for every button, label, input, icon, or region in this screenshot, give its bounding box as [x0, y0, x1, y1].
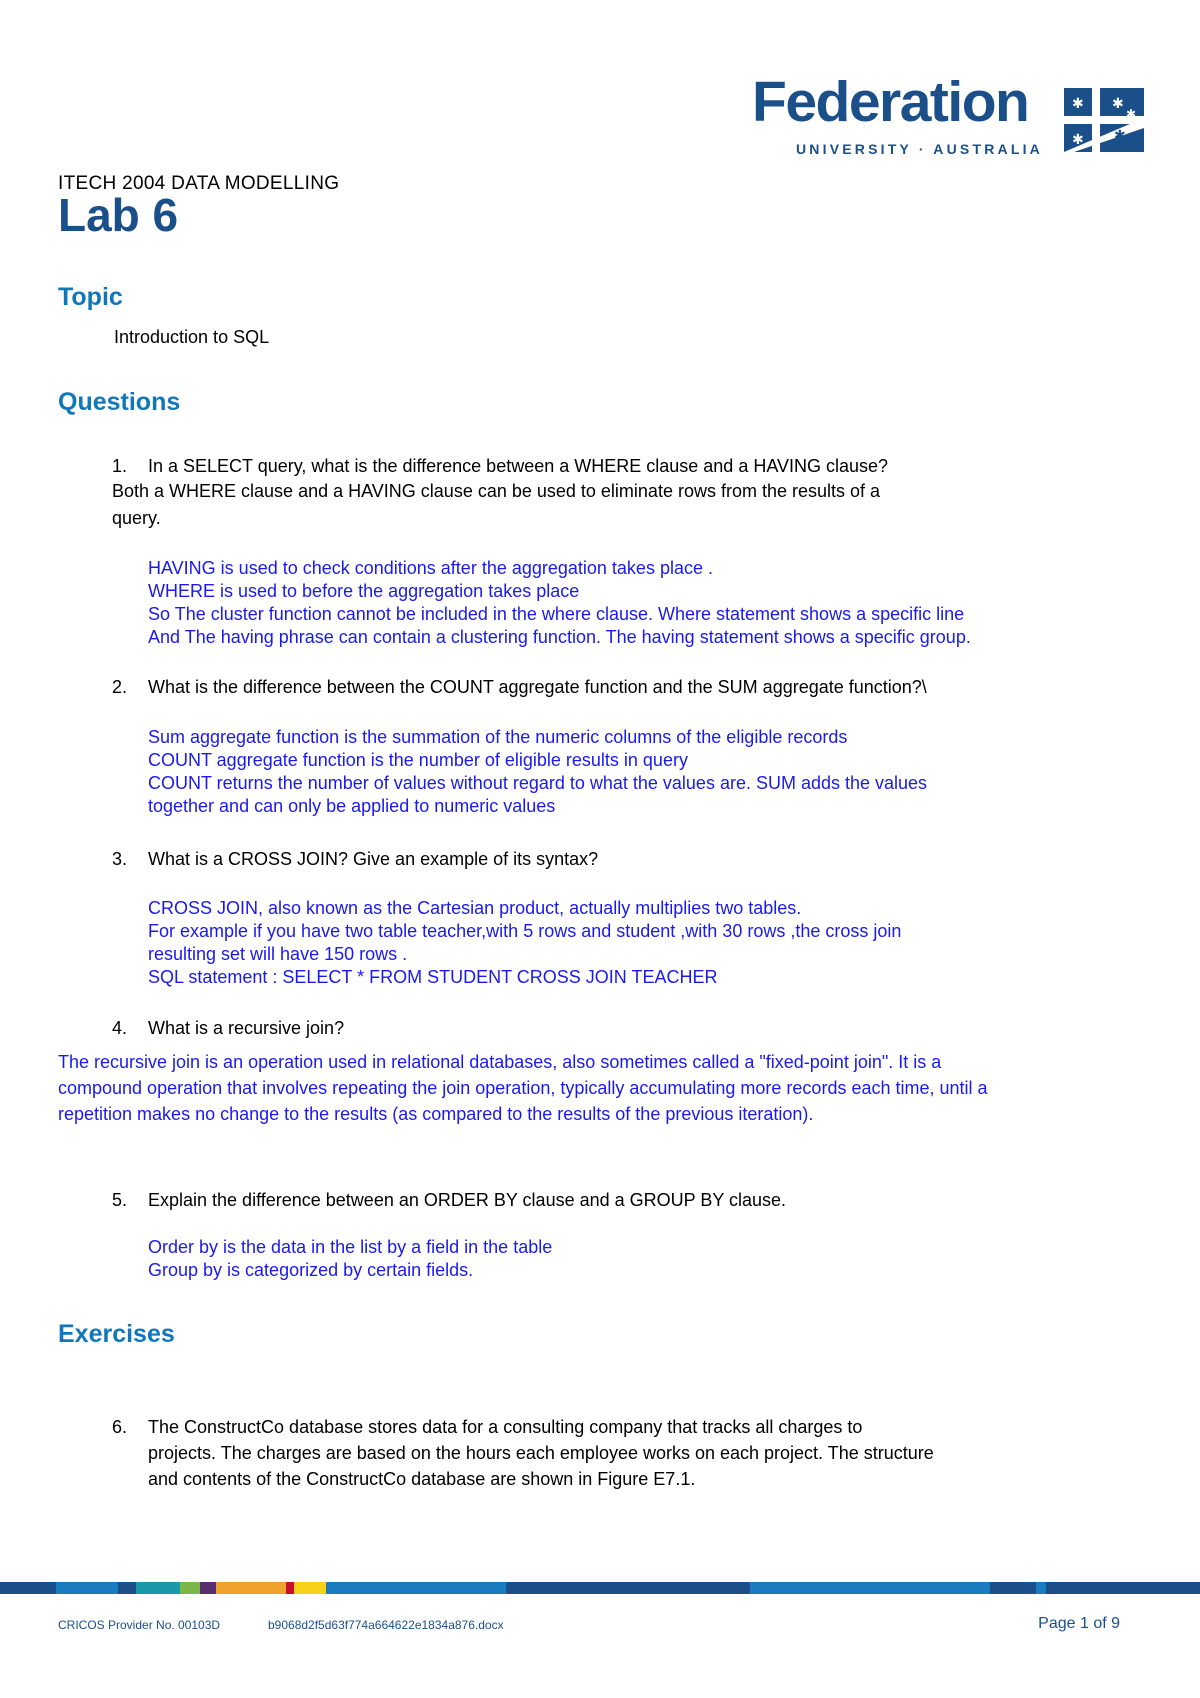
exercise-line: projects. The charges are based on the hours each employee works on each project. The structure — [148, 1443, 934, 1463]
answer-line: HAVING is used to check conditions after the aggregation takes place . — [148, 558, 713, 578]
answer-line: resulting set will have 150 rows . — [148, 944, 408, 964]
answer-line: SQL statement : SELECT * FROM STUDENT CROSS JOIN TEACHER — [148, 967, 718, 987]
question-number: 6. — [112, 1417, 128, 1437]
answer-4 — [58, 1049, 988, 1127]
answer-line: Group by is categorized by certain fields. — [148, 1260, 474, 1280]
answer-5 — [148, 1236, 552, 1282]
flag-icon — [1064, 88, 1144, 152]
answer-2 — [148, 726, 927, 818]
exercise-line: and contents of the ConstructCo database are shown in Figure E7.1. — [148, 1469, 696, 1489]
exercise-6 — [112, 1414, 148, 1440]
topic-text: Introduction to SQL — [114, 327, 270, 347]
exercise-line: The ConstructCo database stores data for a consulting company that tracks all charges to — [148, 1417, 863, 1437]
logo-subtitle: UNIVERSITY · AUSTRALIA — [796, 141, 1043, 157]
exercises-heading: Exercises — [58, 1320, 175, 1348]
svg-text:✱: ✱ — [1112, 96, 1124, 112]
answer-3 — [148, 897, 901, 989]
question-1-body — [112, 478, 880, 532]
answer-line: COUNT aggregate function is the number of eligible results in query — [148, 750, 688, 770]
answer-line: together and can only be applied to numeric values — [148, 796, 556, 816]
svg-text:✱: ✱ — [1072, 96, 1084, 112]
question-2 — [112, 674, 927, 700]
question-1 — [112, 453, 888, 479]
answer-line: Order by is the data in the list by a field in the table — [148, 1237, 553, 1257]
svg-text:✱: ✱ — [1114, 128, 1126, 144]
question-text: Explain the difference between an ORDER BY clause and a GROUP BY clause. — [148, 1190, 787, 1210]
exercise-6-body — [148, 1414, 934, 1492]
lab-title: Lab 6 — [58, 189, 179, 241]
question-text: What is a recursive join? — [148, 1018, 345, 1038]
question-3 — [112, 846, 598, 872]
question-number: 5. — [112, 1190, 128, 1210]
answer-line: Sum aggregate function is the summation of the numeric columns of the eligible records — [148, 727, 848, 747]
answer-line: COUNT returns the number of values without regard to what the values are. SUM adds the values — [148, 773, 928, 793]
question-5 — [112, 1187, 786, 1213]
question-number: 3. — [112, 849, 128, 869]
page-number: Page 1 of 9 — [1038, 1615, 1120, 1632]
question-text: What is the difference between the COUNT aggregate function and the SUM aggregate function?\ — [148, 677, 927, 697]
body-line: query. — [112, 508, 161, 528]
topic-heading: Topic — [58, 283, 123, 311]
footer-color-bar — [0, 1582, 1200, 1594]
document-filename: b9068d2f5d63f774a664622e1834a876.docx — [268, 1618, 504, 1632]
answer-1 — [148, 557, 971, 649]
question-number: 4. — [112, 1018, 128, 1038]
svg-text:✱: ✱ — [1072, 132, 1084, 148]
answer-line: CROSS JOIN, also known as the Cartesian product, actually multiplies two tables. — [148, 898, 802, 918]
questions-heading: Questions — [58, 388, 181, 416]
question-number: 1. — [112, 456, 128, 476]
cricos-provider: CRICOS Provider No. 00103D — [58, 1618, 221, 1632]
question-text: In a SELECT query, what is the difference between a WHERE clause and a HAVING clause? — [148, 456, 889, 476]
answer-line: compound operation that involves repeating the join operation, typically accumulating more records each time, until a — [58, 1078, 988, 1098]
answer-line: repetition makes no change to the results (as compared to the results of the previous iteration). — [58, 1104, 814, 1124]
question-number: 2. — [112, 677, 128, 697]
course-title: ITECH 2004 DATA MODELLING — [58, 173, 340, 194]
question-4 — [112, 1015, 344, 1041]
svg-text:✱: ✱ — [1126, 107, 1137, 121]
answer-line: The recursive join is an operation used in relational databases, also sometimes called a "fixed-point join". It is a — [58, 1052, 942, 1072]
answer-line: For example if you have two table teacher,with 5 rows and student ,with 30 rows ,the cross join — [148, 921, 902, 941]
answer-line: And The having phrase can contain a clustering function. The having statement shows a specific group. — [148, 627, 971, 647]
question-text: What is a CROSS JOIN? Give an example of its syntax? — [148, 849, 599, 869]
answer-line: WHERE is used to before the aggregation takes place — [148, 581, 580, 601]
logo-wordmark: Federation — [752, 70, 1029, 134]
answer-line: So The cluster function cannot be included in the where clause. Where statement shows a specific line — [148, 604, 965, 624]
body-line: Both a WHERE clause and a HAVING clause can be used to eliminate rows from the results of a — [112, 481, 881, 501]
federation-logo — [752, 70, 1144, 158]
